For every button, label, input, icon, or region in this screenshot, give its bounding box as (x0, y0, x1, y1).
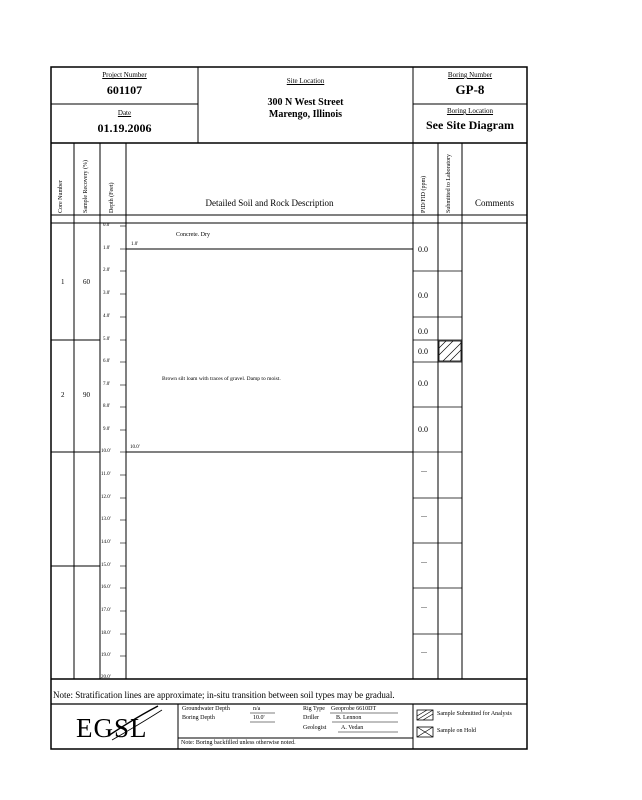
egsl-logo: EGSL (76, 713, 148, 743)
legend-hold: Sample on Hold (437, 728, 476, 734)
geologist-value: A. Vedan (341, 725, 364, 731)
stratum-depth: 1.0' (131, 242, 139, 247)
stratum-depth: 10.0' (130, 445, 140, 450)
depth-tick: 4.0' (103, 314, 111, 319)
driller-value: B. Lennon (336, 715, 362, 721)
depth-tick: 3.0' (103, 291, 111, 296)
depth-tick: 19.0' (101, 653, 111, 658)
legend-submitted: Sample Submitted for Analysis (437, 711, 512, 717)
date-value: 01.19.2006 (97, 121, 152, 135)
pid-blank: --- (421, 605, 427, 611)
rig-type-label: Rig Type (303, 706, 325, 712)
depth-tick: 7.0' (103, 382, 111, 387)
pid-value: 0.0 (418, 245, 428, 254)
submitted-header: Submitted to Laboratory (446, 154, 452, 213)
pid-value: 0.0 (418, 347, 428, 356)
core-number: 1 (61, 278, 65, 286)
site-address-line1: 300 N West Street (267, 97, 344, 108)
core-recovery: 90 (83, 391, 90, 399)
boring-location: See Site Diagram (426, 118, 514, 132)
stratum-description: Concrete. Dry (176, 232, 210, 238)
depth-tick: 8.0' (103, 404, 111, 409)
pid-value: 0.0 (418, 291, 428, 300)
depth-tick: 2.0' (103, 268, 111, 273)
depth-header: Depth (Feet) (109, 182, 115, 213)
depth-tick: 15.0' (101, 563, 111, 568)
rig-type-value: Geoprobe 6610DT (331, 706, 377, 712)
depth-tick: 5.0' (103, 337, 111, 342)
core-number-header: Core Number (58, 180, 64, 213)
core-number: 2 (61, 391, 65, 399)
geologist-label: Geologist (303, 725, 327, 731)
boring-number: GP-8 (455, 82, 485, 97)
groundwater-label: Groundwater Depth (182, 706, 230, 712)
depth-tick: 0.0' (103, 223, 111, 228)
pid-blank: --- (421, 650, 427, 656)
pid-blank: --- (421, 514, 427, 520)
boring-depth-value: 10.0' (253, 715, 265, 721)
site-location-label: Site Location (286, 77, 325, 85)
stratum-description: Brown silt loam with traces of gravel. Damp to moist. (162, 376, 281, 382)
sample-recovery-header: Sample Recovery (%) (83, 160, 89, 213)
depth-tick: 14.0' (101, 540, 111, 545)
comments-header: Comments (474, 198, 514, 208)
boring-location-label: Boring Location (446, 107, 494, 115)
date-label: Date (117, 109, 132, 117)
pid-blank: --- (421, 560, 427, 566)
pid-value: 0.0 (418, 379, 428, 388)
pid-value: 0.0 (418, 425, 428, 434)
depth-tick: 9.0' (103, 427, 111, 432)
project-number-label: Project Number (102, 71, 147, 79)
pid-blank: --- (421, 469, 427, 475)
site-address-line2: Marengo, Illinois (268, 109, 343, 120)
pid-value: 0.0 (418, 327, 428, 336)
depth-tick: 6.0' (103, 359, 111, 364)
core-recovery: 60 (83, 278, 90, 286)
depth-tick: 18.0' (101, 631, 111, 636)
depth-tick: 20.0' (101, 675, 111, 680)
description-header: Detailed Soil and Rock Description (205, 198, 334, 208)
depth-tick: 11.0' (101, 472, 111, 477)
stratification-note: Note: Stratification lines are approximate; in-situ transition between soil types may be gradual. (53, 690, 395, 700)
groundwater-value: n/a (253, 706, 261, 712)
depth-tick: 17.0' (101, 608, 111, 613)
project-number: 601107 (106, 83, 143, 97)
pid-header: PID/FID (ppm) (421, 175, 427, 213)
boring-depth-label: Boring Depth (182, 715, 215, 721)
depth-tick: 10.0' (101, 449, 111, 454)
depth-tick: 12.0' (101, 495, 111, 500)
boring-number-label: Boring Number (447, 71, 493, 79)
depth-tick: 16.0' (101, 585, 111, 590)
driller-label: Driller (303, 715, 319, 721)
depth-tick: 13.0' (101, 517, 111, 522)
depth-tick: 1.0' (103, 246, 111, 251)
backfill-note: Note: Boring backfilled unless otherwise noted. (181, 740, 296, 746)
